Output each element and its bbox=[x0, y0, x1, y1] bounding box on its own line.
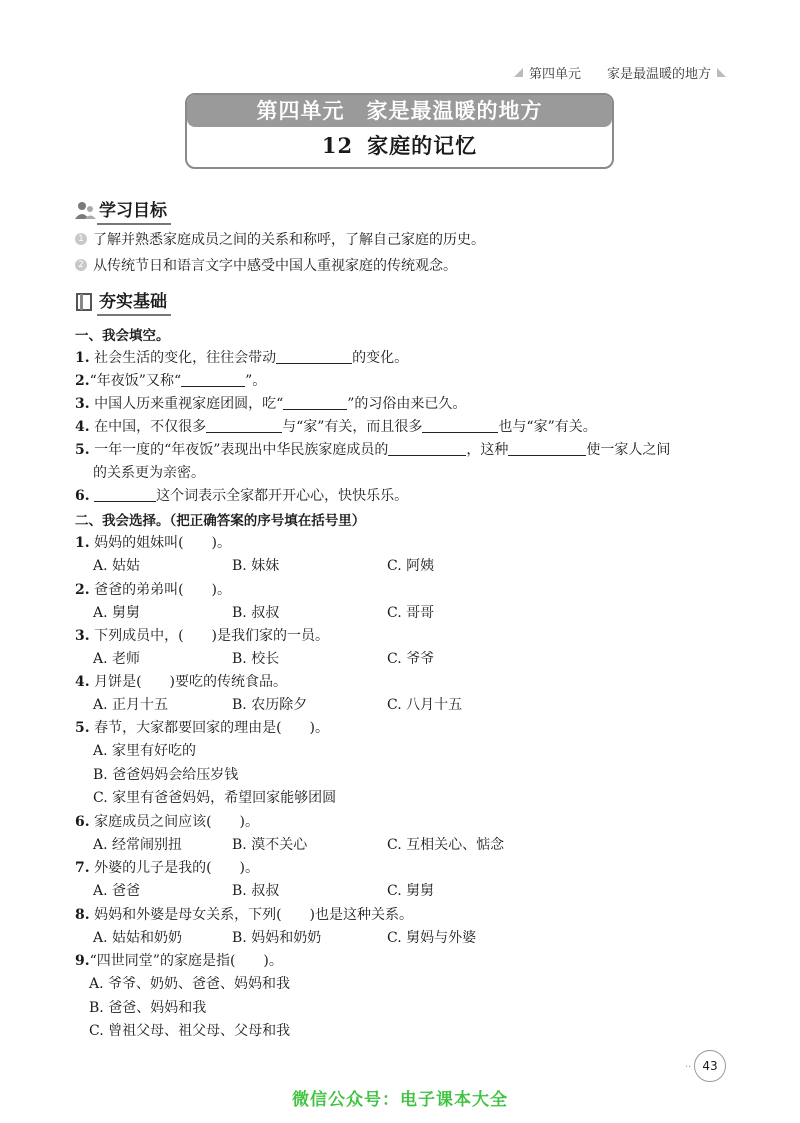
goal-badge: 1 bbox=[75, 233, 87, 245]
triangle-left-icon bbox=[514, 68, 523, 77]
choice-q9: 9.“四世同堂”的家庭是指( )。 bbox=[75, 953, 283, 969]
option-a[interactable]: A. 爸爸 bbox=[93, 883, 141, 899]
option-b[interactable]: B. 妈妈和奶奶 bbox=[232, 930, 322, 946]
fill-q1: 1. 社会生活的变化，往往会带动 的变化。 bbox=[75, 350, 409, 366]
lesson-title-box bbox=[185, 93, 614, 169]
running-head-title: 家是最温暖的地方 bbox=[606, 67, 711, 82]
answer-blank[interactable] bbox=[283, 395, 347, 410]
fill-q5-cont: 的关系更为亲密。 bbox=[93, 465, 205, 481]
basics-heading bbox=[75, 287, 171, 316]
option-b[interactable]: B. 爸爸妈妈会给压岁钱 bbox=[93, 767, 239, 783]
option-c[interactable]: C. 哥哥 bbox=[387, 605, 435, 621]
option-a[interactable]: A. 经常闹别扭 bbox=[93, 837, 183, 853]
goals-heading-text: 学习目标 bbox=[97, 196, 171, 225]
option-c[interactable]: C. 互相关心、惦念 bbox=[387, 837, 505, 853]
choice-q1: 1. 妈妈的姐妹叫( )。 bbox=[75, 535, 232, 551]
option-c[interactable]: C. 舅妈与外婆 bbox=[387, 930, 477, 946]
option-a[interactable]: A. 正月十五 bbox=[93, 697, 169, 713]
triangle-right-icon bbox=[717, 68, 726, 77]
option-c[interactable]: C. 八月十五 bbox=[387, 697, 463, 713]
dots-icon: ·· bbox=[685, 1062, 692, 1073]
unit-title: 第四单元 家是最温暖的地方 bbox=[187, 95, 612, 127]
option-c[interactable]: C. 舅舅 bbox=[387, 883, 435, 899]
goal-text: 从传统节日和语言文字中感受中国人重视家庭的传统观念。 bbox=[93, 258, 457, 274]
option-b[interactable]: B. 妹妹 bbox=[232, 558, 280, 574]
option-a[interactable]: A. 舅舅 bbox=[93, 605, 141, 621]
option-b[interactable]: B. 叔叔 bbox=[232, 883, 280, 899]
option-c[interactable]: C. 家里有爸爸妈妈，希望回家能够团圆 bbox=[93, 790, 337, 806]
answer-blank[interactable] bbox=[206, 418, 282, 433]
fill-q5: 5. 一年一度的“年夜饭”表现出中华民族家庭成员的 ，这种 使一家人之间 bbox=[75, 442, 671, 458]
fill-q4: 4. 在中国，不仅很多 与“家”有关，而且很多 也与“家”有关。 bbox=[75, 419, 597, 435]
choice-q6: 6. 家庭成员之间应该( )。 bbox=[75, 814, 260, 830]
goal-item-1 bbox=[75, 229, 485, 249]
option-a[interactable]: A. 家里有好吃的 bbox=[93, 743, 197, 759]
lesson-name: 家庭的记忆 bbox=[367, 133, 478, 158]
page-number bbox=[685, 1050, 726, 1082]
option-a[interactable]: A. 爷爷、奶奶、爸爸、妈妈和我 bbox=[89, 976, 291, 992]
option-c[interactable]: C. 爷爷 bbox=[387, 651, 435, 667]
option-a[interactable]: A. 姑姑 bbox=[93, 558, 141, 574]
fill-q2: 2.“年夜饭”又称“ ”。 bbox=[75, 373, 267, 389]
option-b[interactable]: B. 爸爸、妈妈和我 bbox=[89, 1000, 207, 1016]
running-head bbox=[514, 63, 726, 82]
option-a[interactable]: A. 姑姑和奶奶 bbox=[93, 930, 183, 946]
choice-q2: 2. 爸爸的弟弟叫( )。 bbox=[75, 582, 232, 598]
option-b[interactable]: B. 农历除夕 bbox=[232, 697, 308, 713]
choice-q5: 5. 春节，大家都要回家的理由是( )。 bbox=[75, 720, 330, 736]
option-c[interactable]: C. 曾祖父母、祖父母、父母和我 bbox=[89, 1023, 291, 1039]
answer-blank[interactable] bbox=[181, 372, 245, 387]
goal-item-2 bbox=[75, 255, 457, 275]
goal-text: 了解并熟悉家庭成员之间的关系和称呼，了解自己家庭的历史。 bbox=[93, 232, 485, 248]
part1-heading: 一、我会填空。 bbox=[75, 328, 170, 344]
option-c[interactable]: C. 阿姨 bbox=[387, 558, 435, 574]
page-number-text: 43 bbox=[702, 1059, 718, 1073]
students-icon bbox=[75, 201, 95, 221]
part2-heading: 二、我会选择。（把正确答案的序号填在括号里） bbox=[75, 513, 366, 529]
option-a[interactable]: A. 老师 bbox=[93, 651, 141, 667]
choice-q7: 7. 外婆的儿子是我的( )。 bbox=[75, 860, 260, 876]
fill-q6: 6. 这个词表示全家都开开心心，快快乐乐。 bbox=[75, 488, 409, 504]
fill-q3: 3. 中国人历来重视家庭团圆，吃“ ”的习俗由来已久。 bbox=[75, 396, 467, 412]
answer-blank[interactable] bbox=[508, 441, 586, 456]
goal-badge: 2 bbox=[75, 259, 87, 271]
book-icon bbox=[75, 292, 95, 312]
answer-blank[interactable] bbox=[276, 349, 352, 364]
answer-blank[interactable] bbox=[422, 418, 498, 433]
watermark: 微信公众号：电子课本大全 bbox=[292, 1090, 508, 1110]
running-head-unit: 第四单元 bbox=[528, 67, 581, 82]
choice-q3: 3. 下列成员中，( )是我们家的一员。 bbox=[75, 628, 330, 644]
choice-q4: 4. 月饼是( )要吃的传统食品。 bbox=[75, 674, 288, 690]
lesson-number: 12 bbox=[321, 133, 354, 158]
option-b[interactable]: B. 叔叔 bbox=[232, 605, 280, 621]
option-b[interactable]: B. 漠不关心 bbox=[232, 837, 308, 853]
answer-blank[interactable] bbox=[94, 487, 156, 502]
basics-heading-text: 夯实基础 bbox=[97, 287, 171, 316]
lesson-title bbox=[187, 127, 612, 165]
choice-q8: 8. 妈妈和外婆是母女关系，下列( )也是这种关系。 bbox=[75, 907, 414, 923]
goals-heading bbox=[75, 196, 171, 225]
option-b[interactable]: B. 校长 bbox=[232, 651, 280, 667]
answer-blank[interactable] bbox=[388, 441, 466, 456]
